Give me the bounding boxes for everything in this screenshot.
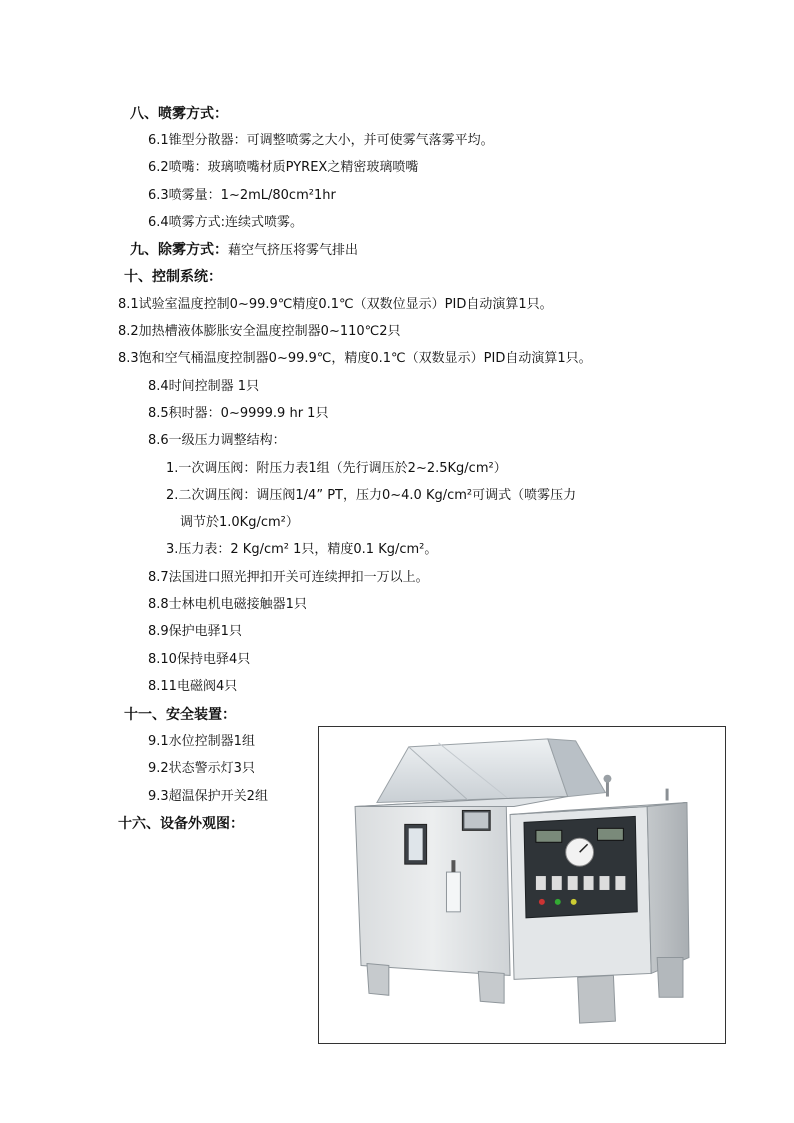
sub-list-item-continued: 调节於1.0Kg/cm²） <box>180 515 299 530</box>
list-item: 8.7法国进口照光押扣开关可连续押扣一万以上。 <box>148 570 429 585</box>
list-item: 8.6一级压力调整结构： <box>148 433 286 448</box>
list-item: 9.1水位控制器1组 <box>148 734 255 749</box>
sub-list-item: 1.一次调压阀：附压力表1组（先行调压於2~2.5Kg/cm²） <box>166 461 507 476</box>
list-item: 9.2状态警示灯3只 <box>148 761 255 776</box>
sub-list-item: 2.二次调压阀：调压阀1/4” PT，压力0~4.0 Kg/cm²可调式（喷雾压力 <box>166 488 577 503</box>
list-item: 8.9保护电驿1只 <box>148 624 242 639</box>
list-item: 8.10保持电驿4只 <box>148 652 251 667</box>
section-16-heading: 十六、设备外观图： <box>118 816 244 832</box>
sub-list-item: 3.压力表：2 Kg/cm² 1只，精度0.1 Kg/cm²。 <box>166 542 438 557</box>
list-item: 8.3饱和空气桶温度控制器0~99.9℃，精度0.1℃（双数显示）PID自动演算1只。 <box>118 351 592 366</box>
section-10-heading: 十、控制系统： <box>124 269 222 285</box>
list-item: 6.3喷雾量：1~2mL/80cm²1hr <box>148 188 336 203</box>
section-9-line <box>130 241 358 260</box>
list-item: 8.2加热槽液体膨胀安全温度控制器0~110℃2只 <box>118 324 401 339</box>
list-item: 6.2喷嘴：玻璃喷嘴材质PYREX之精密玻璃喷嘴 <box>148 160 419 175</box>
list-item: 8.4时间控制器 1只 <box>148 379 260 394</box>
list-item: 8.1试验室温度控制0~99.9℃精度0.1℃（双数位显示）PID自动演算1只。 <box>118 297 553 312</box>
list-item: 6.4喷雾方式:连续式喷雾。 <box>148 215 304 230</box>
salt-spray-chamber-illustration <box>319 727 725 1043</box>
list-item: 9.3超温保护开关2组 <box>148 789 268 804</box>
section-8-heading: 八、喷雾方式： <box>130 106 228 122</box>
list-item: 8.11电磁阀4只 <box>148 679 238 694</box>
list-item: 6.1锥型分散器：可调整喷雾之大小，并可使雾气落雾平均。 <box>148 133 494 148</box>
section-11-heading: 十一、安全装置： <box>124 707 236 723</box>
list-item: 8.8士林电机电磁接触器1只 <box>148 597 307 612</box>
section-9-text: 藉空气挤压将雾气排出 <box>228 243 359 258</box>
section-9-heading: 九、除雾方式： <box>130 242 228 258</box>
list-item: 8.5积时器：0~9999.9 hr 1只 <box>148 406 329 421</box>
equipment-photo <box>318 726 726 1044</box>
